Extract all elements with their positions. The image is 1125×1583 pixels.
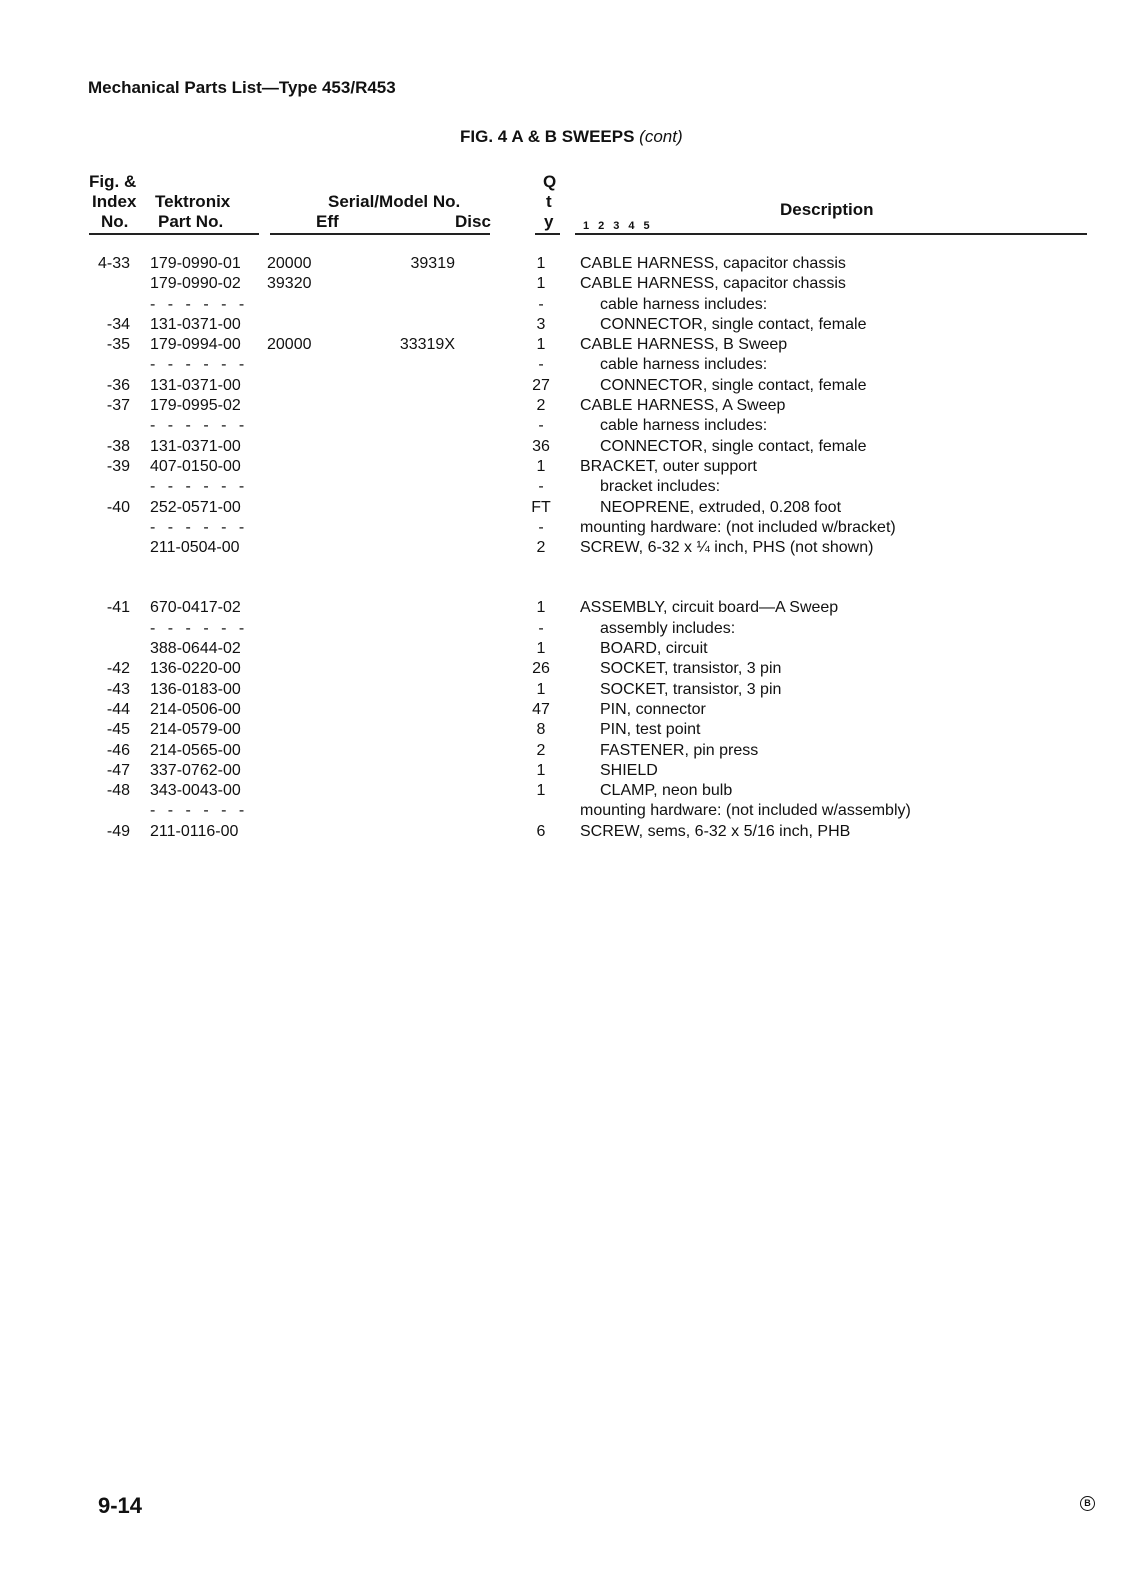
row-qty: 1 bbox=[536, 275, 546, 293]
row-description: cable harness includes: bbox=[600, 295, 768, 313]
row-description: CLAMP, neon bulb bbox=[600, 782, 733, 800]
row-part-number: 252-0571-00 bbox=[150, 498, 241, 516]
table-row bbox=[0, 762, 1125, 782]
row-description: mounting hardware: (not included w/bracket) bbox=[580, 518, 896, 536]
page-header: Mechanical Parts List—Type 453/R453 bbox=[88, 78, 396, 97]
row-description: cable harness includes: bbox=[600, 356, 768, 374]
row-index: -42 bbox=[106, 660, 130, 678]
row-serial-disc: 33319X bbox=[399, 336, 455, 354]
row-part-number: 131-0371-00 bbox=[150, 315, 241, 333]
row-qty: 3 bbox=[536, 315, 546, 333]
row-serial-eff: 20000 bbox=[267, 336, 312, 354]
header-description: Description bbox=[780, 200, 874, 219]
table-row bbox=[0, 660, 1125, 680]
table-row bbox=[0, 397, 1125, 417]
header-disc: Disc bbox=[455, 212, 491, 231]
table-row bbox=[0, 255, 1125, 275]
table-row bbox=[0, 599, 1125, 619]
table-row bbox=[0, 336, 1125, 356]
row-part-number: 670-0417-02 bbox=[150, 599, 241, 617]
row-description: PIN, connector bbox=[600, 700, 706, 718]
table-row bbox=[0, 316, 1125, 336]
row-part-number: - - - - - - bbox=[150, 478, 249, 496]
row-qty: 1 bbox=[536, 761, 546, 779]
figure-title bbox=[460, 127, 683, 147]
header-fig-line3: No. bbox=[101, 212, 129, 231]
row-index: -43 bbox=[106, 680, 130, 698]
row-description: SOCKET, transistor, 3 pin bbox=[600, 660, 782, 678]
row-part-number: 388-0644-02 bbox=[150, 640, 241, 658]
header-underline-serial bbox=[270, 233, 490, 235]
table-row bbox=[0, 742, 1125, 762]
header-qty-line3: y bbox=[544, 212, 554, 231]
row-qty: 1 bbox=[536, 599, 546, 617]
table-row bbox=[0, 519, 1125, 539]
header-underline-qty bbox=[535, 233, 560, 235]
header-serial: Serial/Model No. bbox=[328, 192, 461, 211]
header-qty-line1: Q bbox=[543, 172, 557, 191]
row-part-number: - - - - - - bbox=[150, 802, 249, 820]
row-part-number: - - - - - - bbox=[150, 619, 249, 637]
row-index: 4-33 bbox=[97, 255, 130, 272]
row-qty: - bbox=[538, 295, 544, 313]
row-index: -44 bbox=[106, 700, 130, 718]
row-index: -46 bbox=[106, 741, 130, 759]
row-description: CABLE HARNESS, capacitor chassis bbox=[580, 255, 846, 272]
table-row bbox=[0, 499, 1125, 519]
row-serial-eff: 20000 bbox=[267, 255, 312, 272]
table-row bbox=[0, 417, 1125, 437]
row-part-number: 179-0990-02 bbox=[150, 275, 241, 293]
row-qty: 1 bbox=[536, 640, 546, 658]
revision-mark: B bbox=[1080, 1496, 1095, 1511]
row-part-number: - - - - - - bbox=[150, 417, 249, 435]
row-index: -38 bbox=[106, 437, 130, 455]
table-row bbox=[0, 721, 1125, 741]
row-description: BRACKET, outer support bbox=[580, 457, 757, 475]
row-index: -41 bbox=[106, 599, 130, 617]
row-qty: 27 bbox=[532, 376, 550, 394]
row-index: -35 bbox=[106, 336, 130, 354]
row-part-number: - - - - - - bbox=[150, 518, 249, 536]
row-part-number: 214-0565-00 bbox=[150, 741, 241, 759]
header-part-line1: Tektronix bbox=[155, 192, 231, 211]
table-row bbox=[0, 640, 1125, 660]
figure-title-text: FIG. 4 A & B SWEEPS bbox=[460, 127, 635, 146]
parts-table bbox=[0, 255, 1125, 843]
row-qty: 1 bbox=[536, 457, 546, 475]
row-part-number: 407-0150-00 bbox=[150, 457, 241, 475]
row-description: SCREW, 6-32 x ¼ inch, PHS (not shown) bbox=[580, 539, 874, 557]
row-index: -47 bbox=[106, 761, 130, 779]
row-description: SOCKET, transistor, 3 pin bbox=[600, 680, 782, 698]
row-qty: 8 bbox=[536, 721, 546, 739]
row-part-number: - - - - - - bbox=[150, 295, 249, 313]
table-row bbox=[0, 356, 1125, 376]
row-qty: - bbox=[538, 518, 544, 536]
header-underline-description bbox=[575, 233, 1087, 235]
row-part-number: 179-0990-01 bbox=[150, 255, 241, 272]
header-fig-line2: Index bbox=[92, 192, 137, 211]
row-qty: 2 bbox=[536, 539, 546, 557]
table-row bbox=[0, 377, 1125, 397]
row-description: CABLE HARNESS, capacitor chassis bbox=[580, 275, 846, 293]
row-part-number: 214-0506-00 bbox=[150, 700, 241, 718]
row-description: CABLE HARNESS, A Sweep bbox=[580, 397, 786, 415]
table-row bbox=[0, 782, 1125, 802]
row-qty: 1 bbox=[536, 336, 546, 354]
row-qty: 1 bbox=[536, 680, 546, 698]
row-qty: - bbox=[538, 478, 544, 496]
row-index: -36 bbox=[106, 376, 130, 394]
table-row bbox=[0, 620, 1125, 640]
header-fig-line1: Fig. & bbox=[89, 172, 137, 191]
row-index: -39 bbox=[106, 457, 130, 475]
table-row bbox=[0, 701, 1125, 721]
row-description: SHIELD bbox=[600, 761, 658, 779]
table-row bbox=[0, 438, 1125, 458]
row-qty: 36 bbox=[532, 437, 550, 455]
table-row bbox=[0, 681, 1125, 701]
header-eff: Eff bbox=[316, 212, 339, 231]
header-part-line2: Part No. bbox=[158, 212, 224, 231]
row-part-number: 179-0995-02 bbox=[150, 397, 241, 415]
row-part-number: 131-0371-00 bbox=[150, 437, 241, 455]
row-description: ASSEMBLY, circuit board—A Sweep bbox=[580, 599, 839, 617]
figure-title-cont: (cont) bbox=[639, 127, 683, 146]
row-description: mounting hardware: (not included w/assembly) bbox=[580, 802, 911, 820]
row-qty: 2 bbox=[536, 397, 546, 415]
row-part-number: 211-0116-00 bbox=[150, 822, 239, 840]
row-description: CONNECTOR, single contact, female bbox=[600, 376, 867, 394]
row-description: SCREW, sems, 6-32 x 5/16 inch, PHB bbox=[580, 822, 851, 840]
row-description: NEOPRENE, extruded, 0.208 foot bbox=[600, 498, 842, 516]
row-description: bracket includes: bbox=[600, 478, 721, 496]
row-qty: - bbox=[538, 417, 544, 435]
table-row bbox=[0, 823, 1125, 843]
table-row bbox=[0, 275, 1125, 295]
row-qty: - bbox=[538, 619, 544, 637]
row-description: BOARD, circuit bbox=[600, 640, 708, 658]
row-index: -45 bbox=[106, 721, 130, 739]
row-index: -34 bbox=[106, 315, 130, 333]
row-description: CONNECTOR, single contact, female bbox=[600, 437, 867, 455]
row-serial-disc: 39319 bbox=[410, 255, 455, 272]
table-row bbox=[0, 458, 1125, 478]
row-description: CONNECTOR, single contact, female bbox=[600, 315, 867, 333]
row-qty: 47 bbox=[532, 700, 550, 718]
row-qty: 2 bbox=[536, 741, 546, 759]
page-number: 9-14 bbox=[98, 1493, 143, 1518]
row-part-number: 343-0043-00 bbox=[150, 782, 241, 800]
row-index: -49 bbox=[106, 822, 130, 840]
row-index: -37 bbox=[106, 397, 130, 415]
header-qty-line2: t bbox=[546, 192, 552, 211]
row-part-number: 211-0504-00 bbox=[150, 539, 240, 557]
table-row bbox=[0, 296, 1125, 316]
row-description: PIN, test point bbox=[600, 721, 701, 739]
row-qty: 26 bbox=[532, 660, 550, 678]
table-row bbox=[0, 802, 1125, 822]
row-part-number: 337-0762-00 bbox=[150, 761, 241, 779]
row-part-number: 131-0371-00 bbox=[150, 376, 241, 394]
table-row bbox=[0, 559, 1125, 599]
row-qty: 1 bbox=[536, 782, 546, 800]
row-serial-eff: 39320 bbox=[267, 275, 312, 293]
header-underline-index bbox=[89, 233, 259, 235]
row-index: -40 bbox=[106, 498, 130, 516]
row-description: FASTENER, pin press bbox=[600, 741, 759, 759]
row-index: -48 bbox=[106, 782, 130, 800]
table-row bbox=[0, 478, 1125, 498]
row-qty: 1 bbox=[536, 255, 546, 272]
row-part-number: 179-0994-00 bbox=[150, 336, 241, 354]
row-part-number: - - - - - - bbox=[150, 356, 249, 374]
row-part-number: 136-0220-00 bbox=[150, 660, 241, 678]
row-description: assembly includes: bbox=[600, 619, 736, 637]
row-qty: 6 bbox=[536, 822, 546, 840]
row-description: cable harness includes: bbox=[600, 417, 768, 435]
row-part-number: 214-0579-00 bbox=[150, 721, 241, 739]
row-qty: - bbox=[538, 356, 544, 374]
header-indent-levels: 12345 bbox=[583, 220, 659, 232]
row-qty: FT bbox=[531, 498, 551, 516]
row-part-number: 136-0183-00 bbox=[150, 680, 241, 698]
row-description: CABLE HARNESS, B Sweep bbox=[580, 336, 788, 354]
table-row bbox=[0, 539, 1125, 559]
